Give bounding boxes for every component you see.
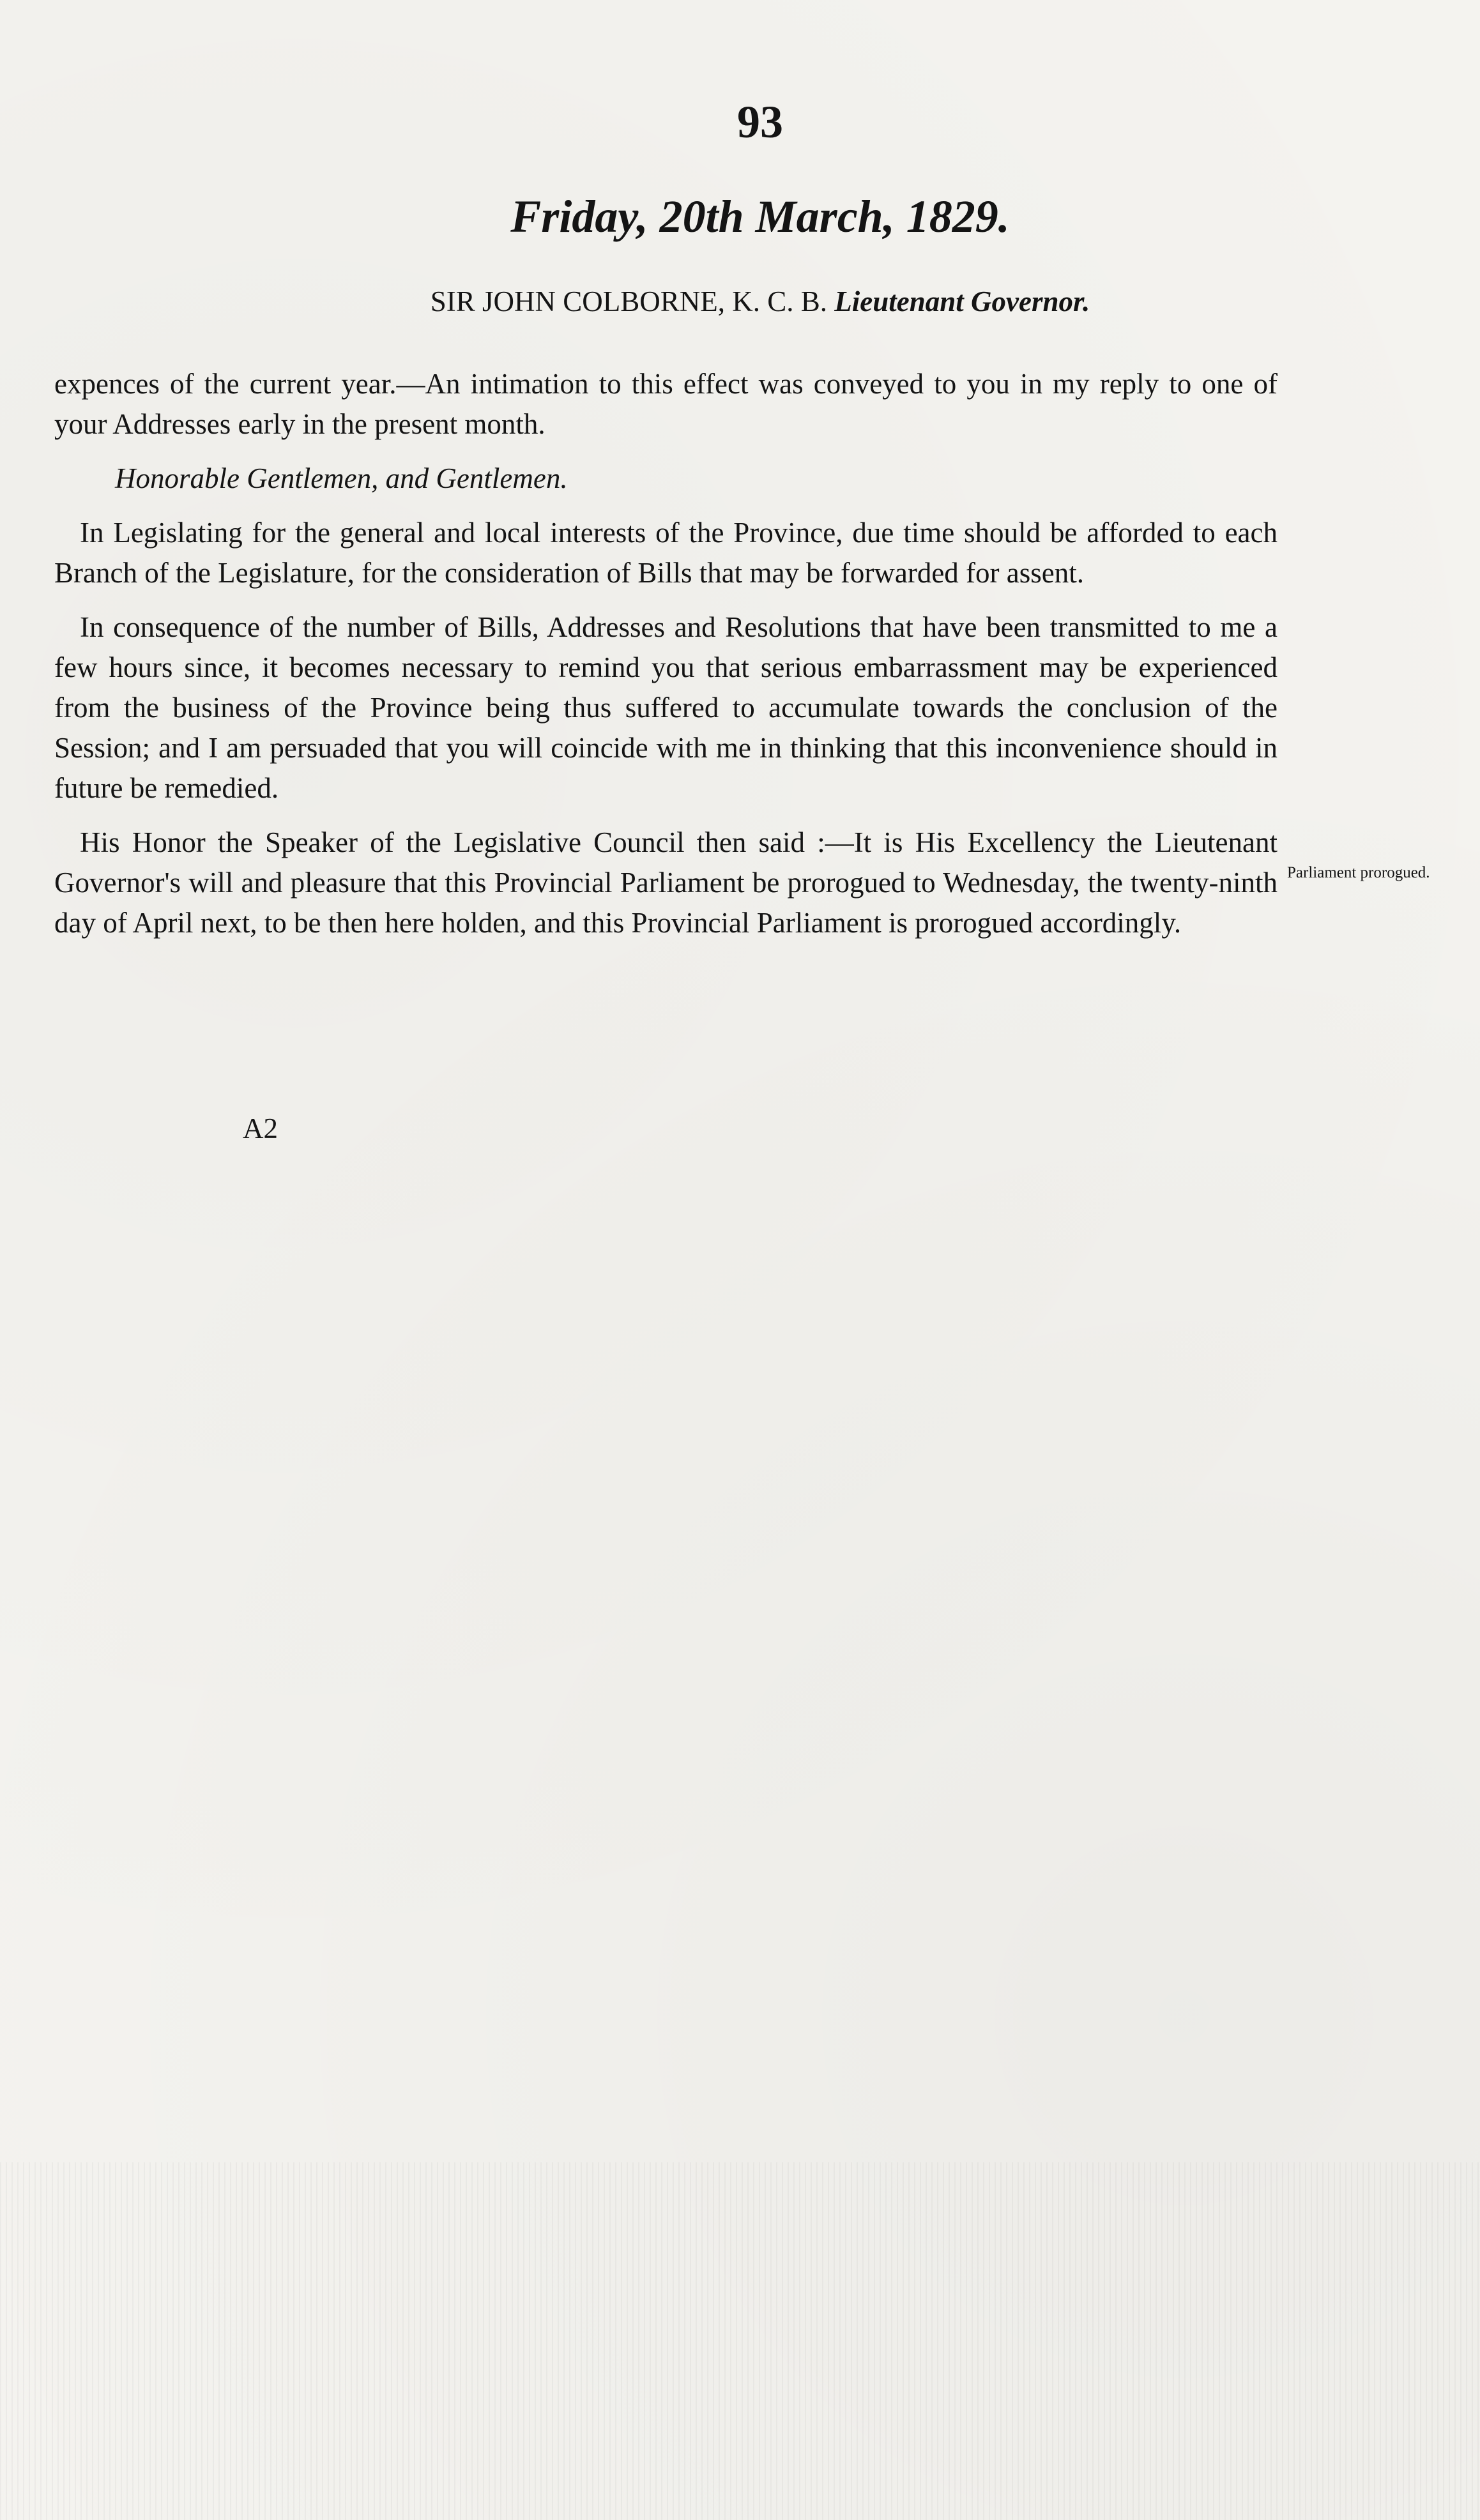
signature-mark: A2 [243, 1112, 278, 1144]
governor-title: Lieutenant Governor. [834, 285, 1090, 317]
governor-name: SIR JOHN COLBORNE, K. C. B. [430, 285, 828, 317]
body-text [54, 364, 1278, 957]
paragraph-legislating: In Legislating for the general and local interests of the Province, due time should be afforded to each Branch of the Legislature, for the consideration of Bills that may be forwarded for assent. [54, 517, 1278, 589]
page-number: 93 [737, 96, 783, 148]
governor-line [256, 286, 1265, 318]
paragraph-consequence: In consequence of the number of Bills, Addresses and Resolutions that have been transmitted to me a few hours since, it becomes necessary to remind you that serious embarrassment may be experienced from the business of the Province being thus suffered to accumulate towards the conclusion of the Session; and I am persuaded that you will coincide with me in thinking that this inconvenience should in future be remedied. [54, 611, 1278, 804]
paragraph-continuation: expences of the current year.—An intimation to this effect was conveyed to you in my reply to one of your Addresses early in the present month. [54, 368, 1278, 440]
margin-note: Parliament prorogued. [1287, 864, 1430, 881]
page-noise [0, 2162, 1480, 2520]
date-heading: Friday, 20th March, 1829. [510, 191, 1010, 242]
salutation: Honorable Gentlemen, and Gentlemen. [115, 462, 568, 494]
paragraph-prorogation: His Honor the Speaker of the Legislative Council then said :—It is His Excellency the Lieutenant Governor's will and pleasure that this Provincial Parliament be prorogued to Wednesday, the twenty-ninth day of April next, to be then here holden, and this Provincial Parliament is prorogued accordingly. [54, 826, 1278, 939]
